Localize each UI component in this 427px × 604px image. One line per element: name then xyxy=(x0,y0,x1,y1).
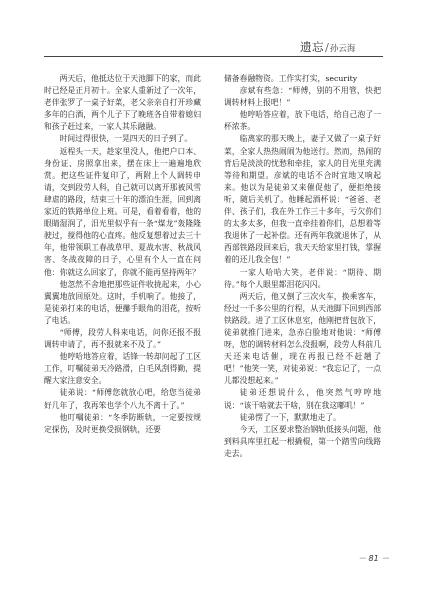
left-column xyxy=(44,73,201,436)
paragraph: 他哼哈地答应着，话锋一转却问起了工区工作，叮嘱徒弟天冷路滑，白毛风刮得勤，提醒大家注意安全。 xyxy=(44,352,201,386)
paragraph: 他哼哈答应着，放下电话，给自己泡了一杯浓茶。 xyxy=(224,110,381,132)
paragraph: 徒弟还想说什么，他突然气哼哼地说：“该干啥就去干啥，别在我这嘟叽！” xyxy=(224,388,381,410)
paragraph: 临离家的那天晚上，妻子又做了一桌子好菜，全家人热热闹闹为他送行。然而，热闹的背后是淡淡的忧愁和牵挂，家人的目光里充满等待和期望。彦斌的电话不合时宜地又响起来。他以为是徒弟又来催促他了，便拒绝接听，随后关机了。他睡起酒杯说：“爸爸、老伴、孩子们，我在外工作三十多年，亏欠你们的太多太多，但我一直牵挂着你们，总想着等我退休了一起补偿。还有两年我就退休了，从西部铁路段回来后，我天天给家里打钱，掌握着的还儿我全包！” xyxy=(224,134,381,265)
paragraph: 他忽然不舍地把那些证件收拢起来，小心翼翼地放回原处。这时，手机响了。他接了，是徒弟打来的电话，便攥手眼角的泪花，按听了电话。 xyxy=(44,279,201,325)
paragraph: 一家人哈哈大笑，老伴说：“期待、期待。”每个人眼里都泪花闪闪。 xyxy=(224,267,381,289)
paragraph: 时间过得很快，一晃四天的日子到了。 xyxy=(59,134,193,144)
paragraph: 两天后，他又倒了三次火车，换乘客车，经过一千多公里的行程，从天池脚下回到西部铁路段。进了工区休息室，他刚把背包放下，徒弟就推门进来，急赤白脸地对他说：“师傅呀，您的调转材料怎么没报啊，段劳人科前几天还来电话催，现在再报已经不赶趟了吧！”他笑一笑，对徒弟说：“我忘记了，一点儿都没想起来。” xyxy=(224,291,381,386)
article-author: 孙云海 xyxy=(329,44,356,54)
article-title: 遗忘 xyxy=(300,40,324,54)
paragraph: 他叮嘱徒弟：“冬季防断轨，一定要按规定探伤，及时更换受损钢轨，还要 xyxy=(44,412,201,434)
header-separator: / xyxy=(325,40,329,54)
header-rule xyxy=(44,56,383,57)
paragraph: 徒弟说：“师傅您就放心吧，给您当徒弟好几年了，我再笨也学个八九不离十了。” xyxy=(44,388,201,410)
paragraph: 返程头一天，趁家里没人，他把户口本、身份证、房照拿出来，摆在床上一遍遍地欣赏。把这些证件复印了，两附上个人调转申请，交到段劳人科，自己就可以离开那被风雪肆虐的路段，结束三十年的漂泊生涯，回到离家近的铁路单位上班。可是，看着看着，他的眼睛湿润了，汨光里似乎有一条“煤龙”轰隆隆驶过，搅得他的心直疼。他反复想着过去三十年，他带领职工春战草甲、夏战水害、秋战风害、冬战夜障的日子，心里有个人一直在问他：你就这么回家了，你就不能再坚持两年？ xyxy=(44,146,201,277)
paragraph-continued: 储备春融物资。工作实打实，security xyxy=(224,74,358,83)
paragraph: 彦斌有些急：“师傅，别的不用管，快把调转材料上报吧！” xyxy=(224,86,381,108)
right-column xyxy=(224,73,381,460)
paragraph: 徒弟愣了一下，默默地走了。 xyxy=(239,412,341,422)
article-header xyxy=(300,41,383,56)
paragraph: 今天，工区要求整治钢轨低接头问题，他到料具库里扛起一根撬棍，第一个踏雪向线路走去。 xyxy=(224,424,381,458)
paragraph: “师傅，段劳人科来电话，问你还报不报调转申请了，再不报就来不及了。” xyxy=(44,327,201,350)
paragraph: 两天后，他抵达位于天池脚下的家，而此时已经是正月初十。全家人重新过了一次年，老伴张罗了一桌子好菜，老父亲亲自打开珍藏多年的白酒，两个儿子下了晚班各自带着媳妇和孩子赶过来，一家人其乐融融。 xyxy=(44,74,201,132)
page-number: － 81 － xyxy=(358,554,390,563)
